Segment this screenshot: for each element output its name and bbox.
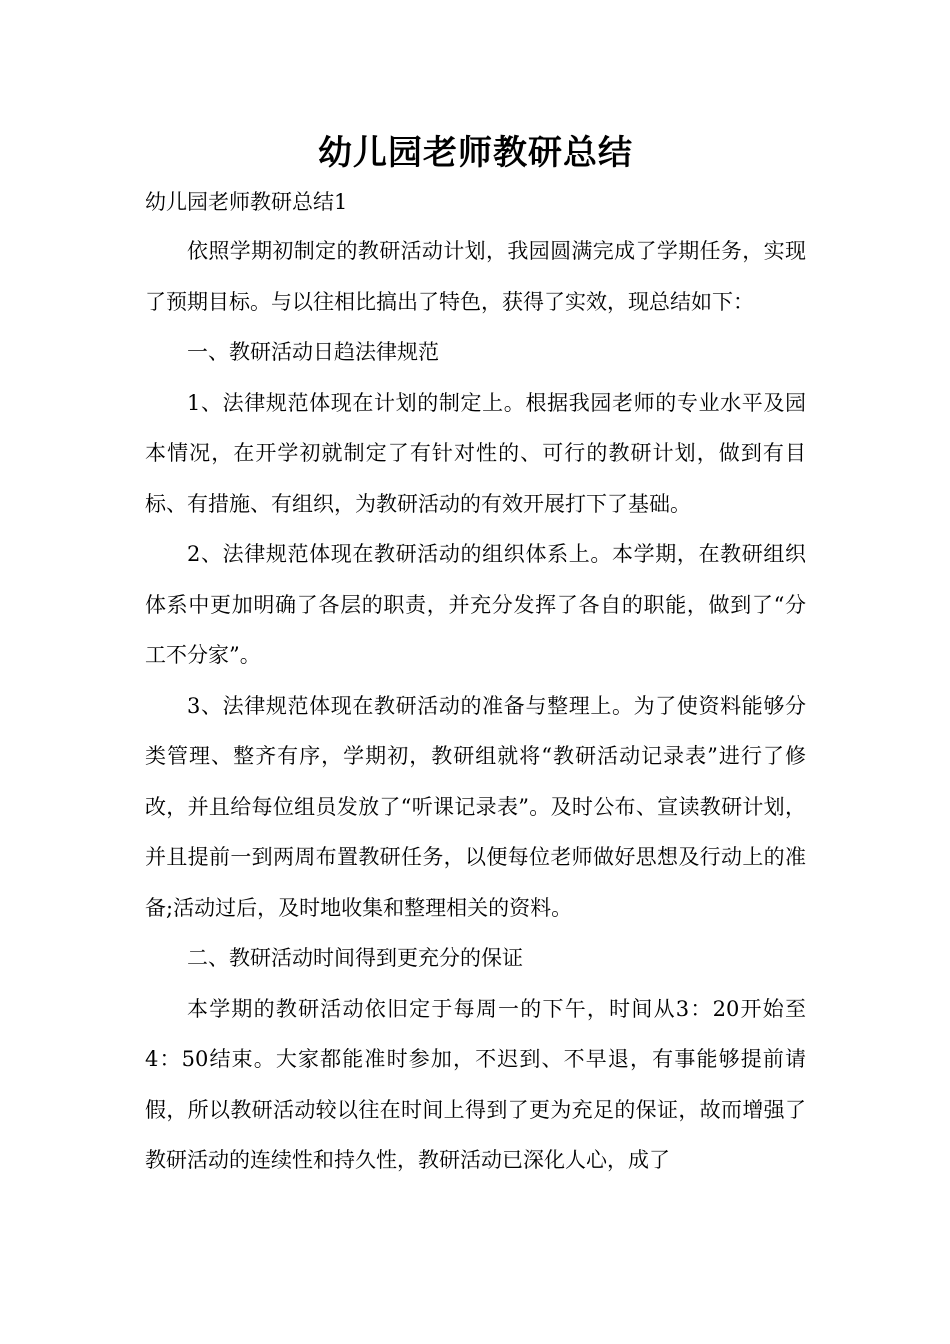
section-heading-1: 一、教研活动日趋法律规范 <box>187 340 439 364</box>
paragraph-point-1: 1、法律规范体现在计划的制定上。根据我园老师的专业水平及园本情况，在开学初就制定了有针对性的、可行的教研计划，做到有目标、有措施、有组织，为教研活动的有效开展打下了基础。 <box>145 390 806 516</box>
document-subtitle: 幼儿园老师教研总结1 <box>145 190 348 214</box>
document-body <box>145 178 806 1186</box>
paragraph-point-3: 3、法律规范体现在教研活动的准备与整理上。为了使资料能够分类管理、整齐有序，学期初，教研组就将“教研活动记录表”进行了修改，并且给每位组员发放了“听课记录表”。及时公布、宣读教研计划，并且提前一到两周布置教研任务，以便每位老师做好思想及行动上的准备;活动过后，及时地收集和整理相关的资料。 <box>145 693 806 920</box>
paragraph-intro: 依照学期初制定的教研活动计划，我园圆满完成了学期任务，实现了预期目标。与以往相比搞出了特色，获得了实效，现总结如下： <box>145 239 806 314</box>
document-title: 幼儿园老师教研总结 <box>318 133 633 173</box>
section-heading-2: 二、教研活动时间得到更充分的保证 <box>187 946 523 970</box>
paragraph-point-2: 2、法律规范体现在教研活动的组织体系上。本学期，在教研组织体系中更加明确了各层的职责，并充分发挥了各自的职能，做到了“分工不分家”。 <box>145 542 806 667</box>
paragraph-time: 本学期的教研活动依旧定于每周一的下午，时间从3：20开始至4：50结束。大家都能准时参加，不迟到、不早退，有事能够提前请假，所以教研活动较以往在时间上得到了更为充足的保证，故而增强了教研活动的连续性和持久性，教研活动已深化人心，成了 <box>145 996 806 1172</box>
